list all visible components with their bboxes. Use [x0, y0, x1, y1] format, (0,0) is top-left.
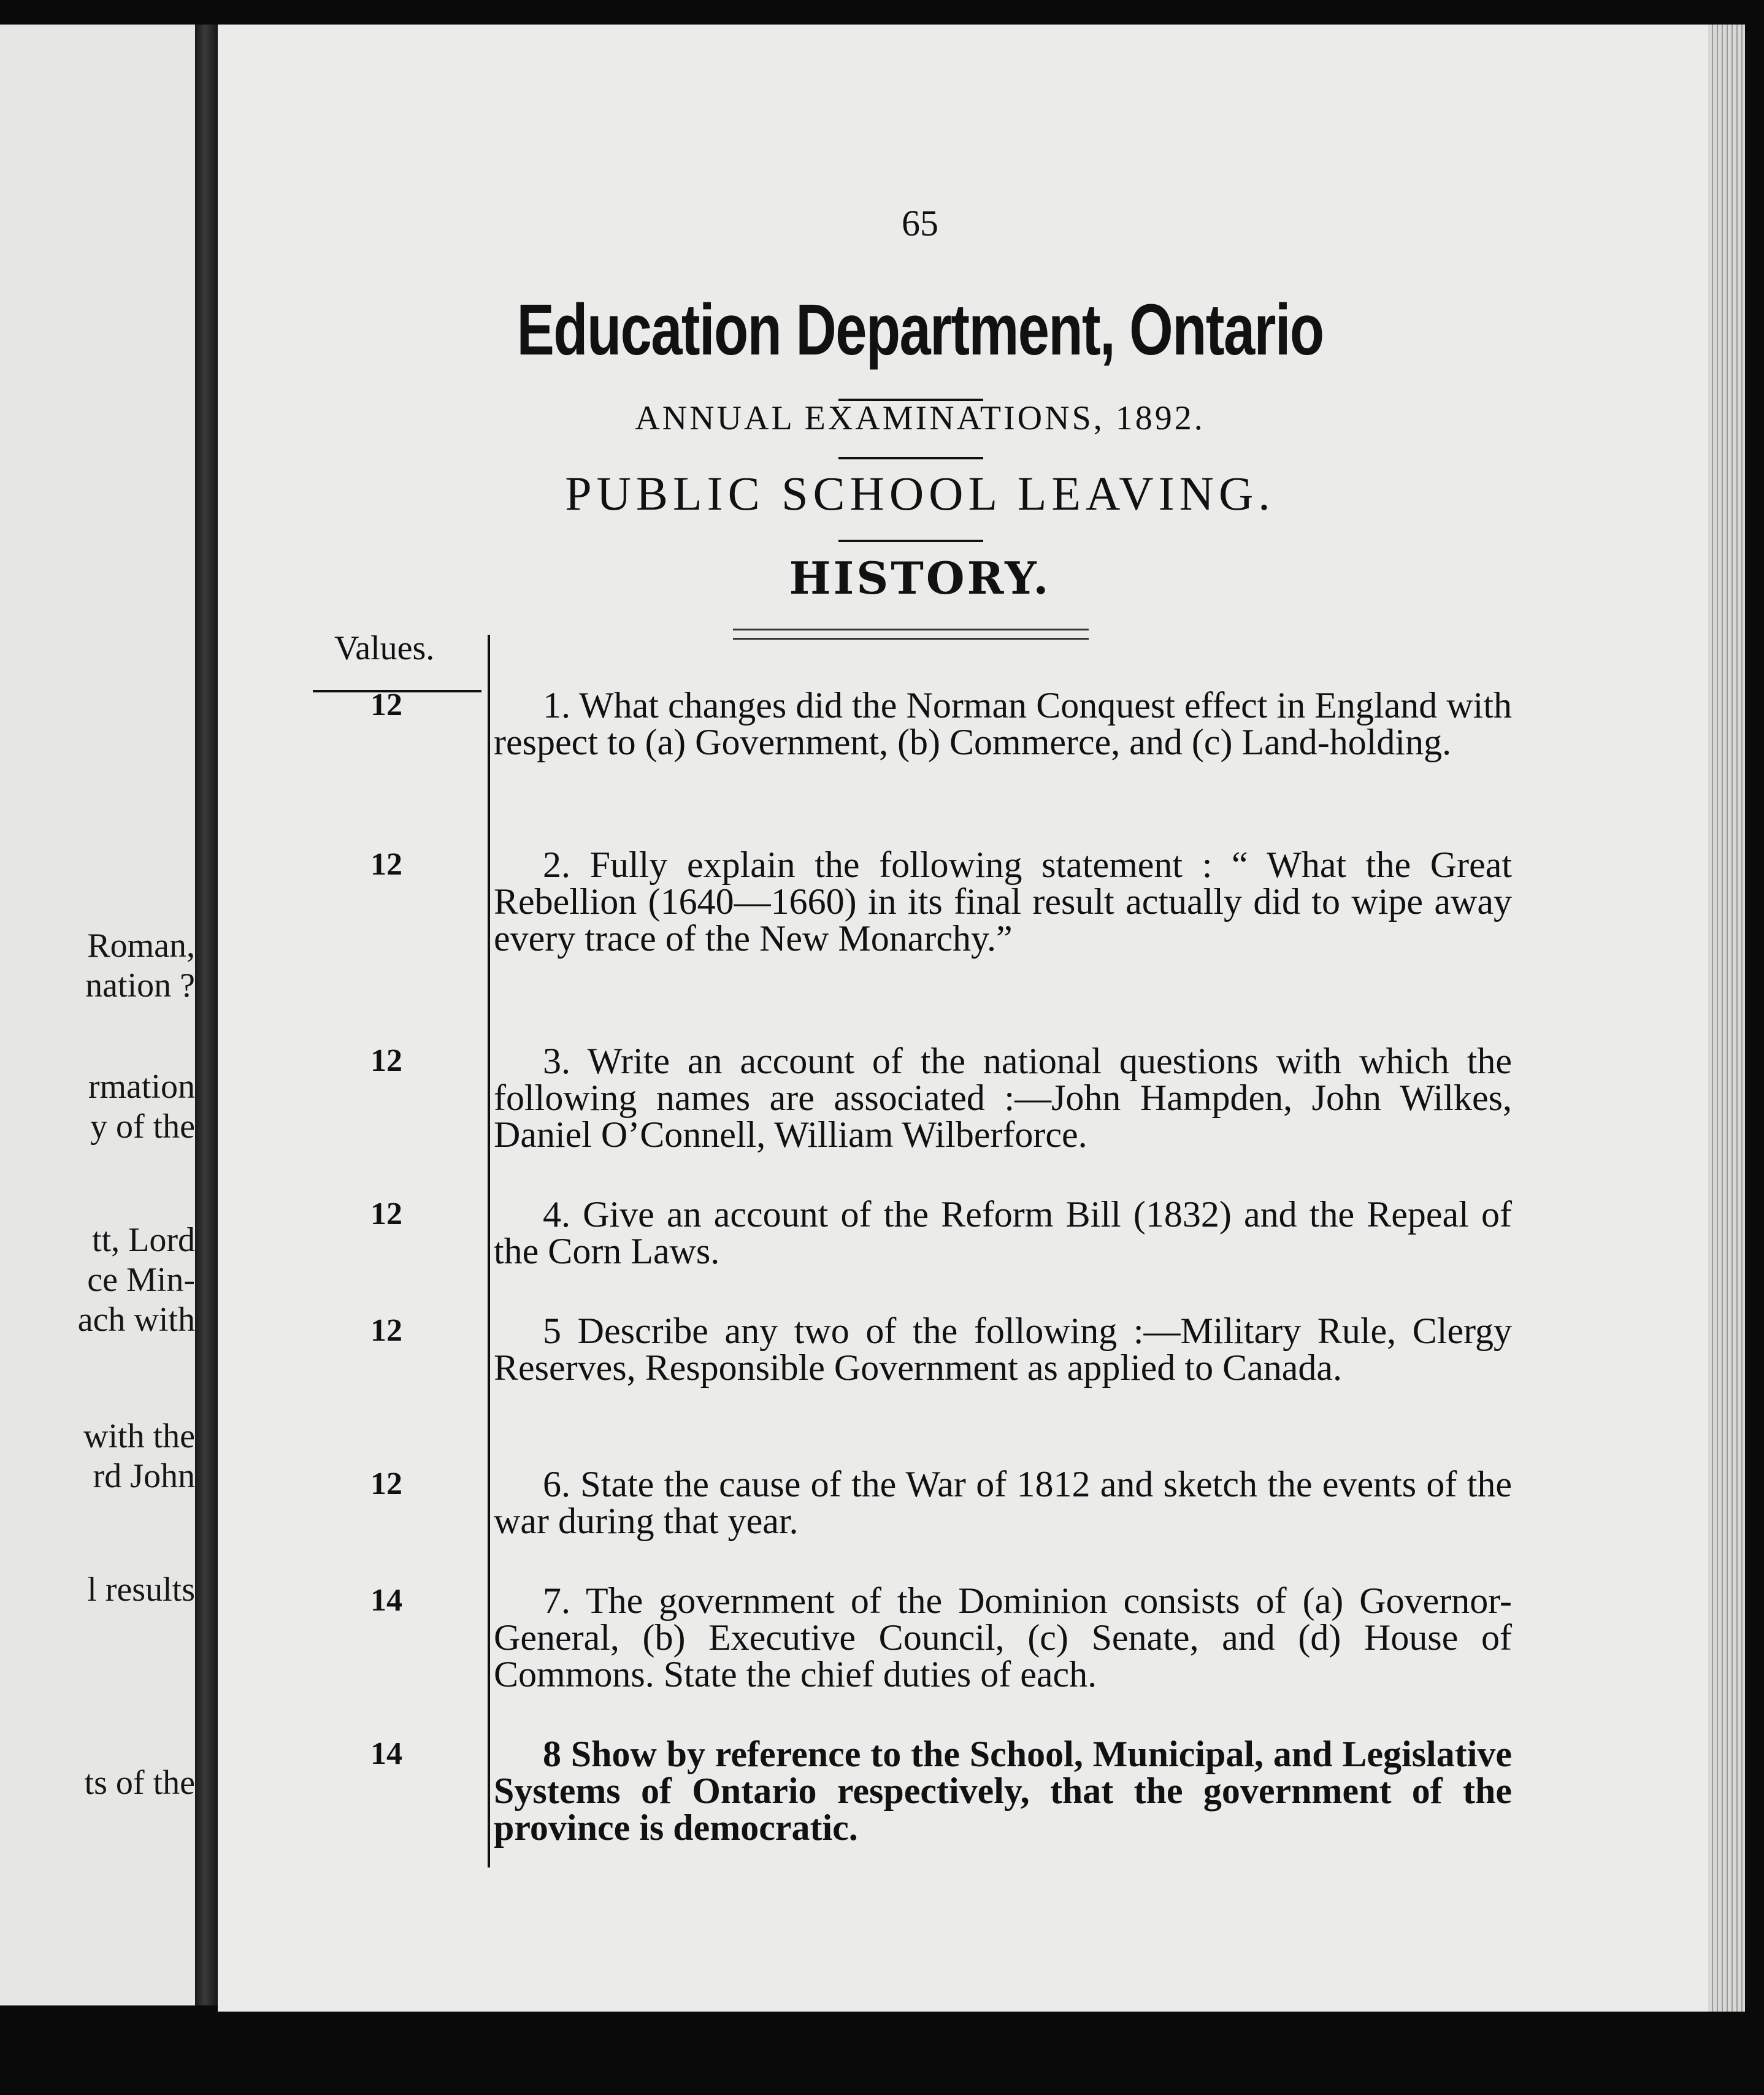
exam-subtitle: ANNUAL EXAMINATIONS, 1892. [635, 399, 1205, 437]
subject-double-rule [733, 629, 1089, 630]
exam-name: PUBLIC SCHOOL LEAVING. [565, 467, 1275, 520]
exam-rule [838, 540, 983, 542]
question-text: 7. The government of the Dominion consists of (a) Governor-General, (b) Executive Council, (c) Senate, and (d) House of Commons. State the chief duties of each. [494, 1580, 1512, 1695]
question-text: 4. Give an account of the Reform Bill (1832) and the Repeal of the Corn Laws. [494, 1194, 1512, 1271]
page-title: Education Department, Ontario [516, 289, 1324, 370]
question-value: 12 [370, 1313, 402, 1348]
left-page-line: ts of the [84, 1764, 195, 1802]
left-page-line: tt, Lord [92, 1221, 195, 1259]
question-value: 12 [370, 687, 402, 722]
left-page-line: Roman, [87, 927, 195, 965]
question-value: 12 [370, 1466, 402, 1501]
question-value: 12 [370, 847, 402, 882]
left-page-line: ach with [77, 1301, 195, 1339]
column-divider [488, 635, 490, 1867]
question-value: 14 [370, 1583, 402, 1618]
question-text: 5 Describe any two of the following :—Military Rule, Clergy Reserves, Responsible Government as applied to Canada. [494, 1311, 1512, 1388]
left-page-line: with the [83, 1417, 195, 1455]
question-text: 3. Write an account of the national questions with which the following names are associated :—John Hampden, John Wilkes, Daniel O’Connell, William Wilberforce. [494, 1041, 1512, 1155]
subject-heading: HISTORY. [789, 552, 1051, 604]
question-text: 2. Fully explain the following statement : “ What the Great Rebellion (1640—1660) in its final result actually did to wipe away every trace of the New Monarchy.” [494, 845, 1512, 959]
left-page-line: rmation [88, 1068, 195, 1106]
question-text: 6. State the cause of the War of 1812 and sketch the events of the war during that year. [494, 1464, 1512, 1541]
question-value: 14 [370, 1736, 402, 1771]
left-page-line: rd John [93, 1457, 195, 1495]
left-page-line: y of the [90, 1108, 195, 1146]
subject-double-rule [733, 638, 1089, 640]
book-gutter [195, 25, 220, 2005]
question-text: 1. What changes did the Norman Conquest effect in England with respect to (a) Government, (b) Commerce, and (c) Land-holding. [494, 685, 1512, 762]
left-page-line: ce Min- [87, 1261, 195, 1299]
question-text: 8 Show by reference to the School, Municipal, and Legislative Systems of Ontario respectively, that the government of the province is democratic. [494, 1734, 1512, 1848]
question-value: 12 [370, 1043, 402, 1078]
values-column-header: Values. [334, 629, 435, 667]
left-page-line: l results [87, 1571, 195, 1609]
subtitle-rule [838, 457, 983, 459]
left-facing-page [0, 25, 202, 2005]
question-value: 12 [370, 1197, 402, 1231]
left-page-line: nation ? [85, 967, 195, 1005]
page-edge [1708, 25, 1745, 2012]
page-number: 65 [902, 203, 938, 243]
exam-page [218, 25, 1745, 2012]
